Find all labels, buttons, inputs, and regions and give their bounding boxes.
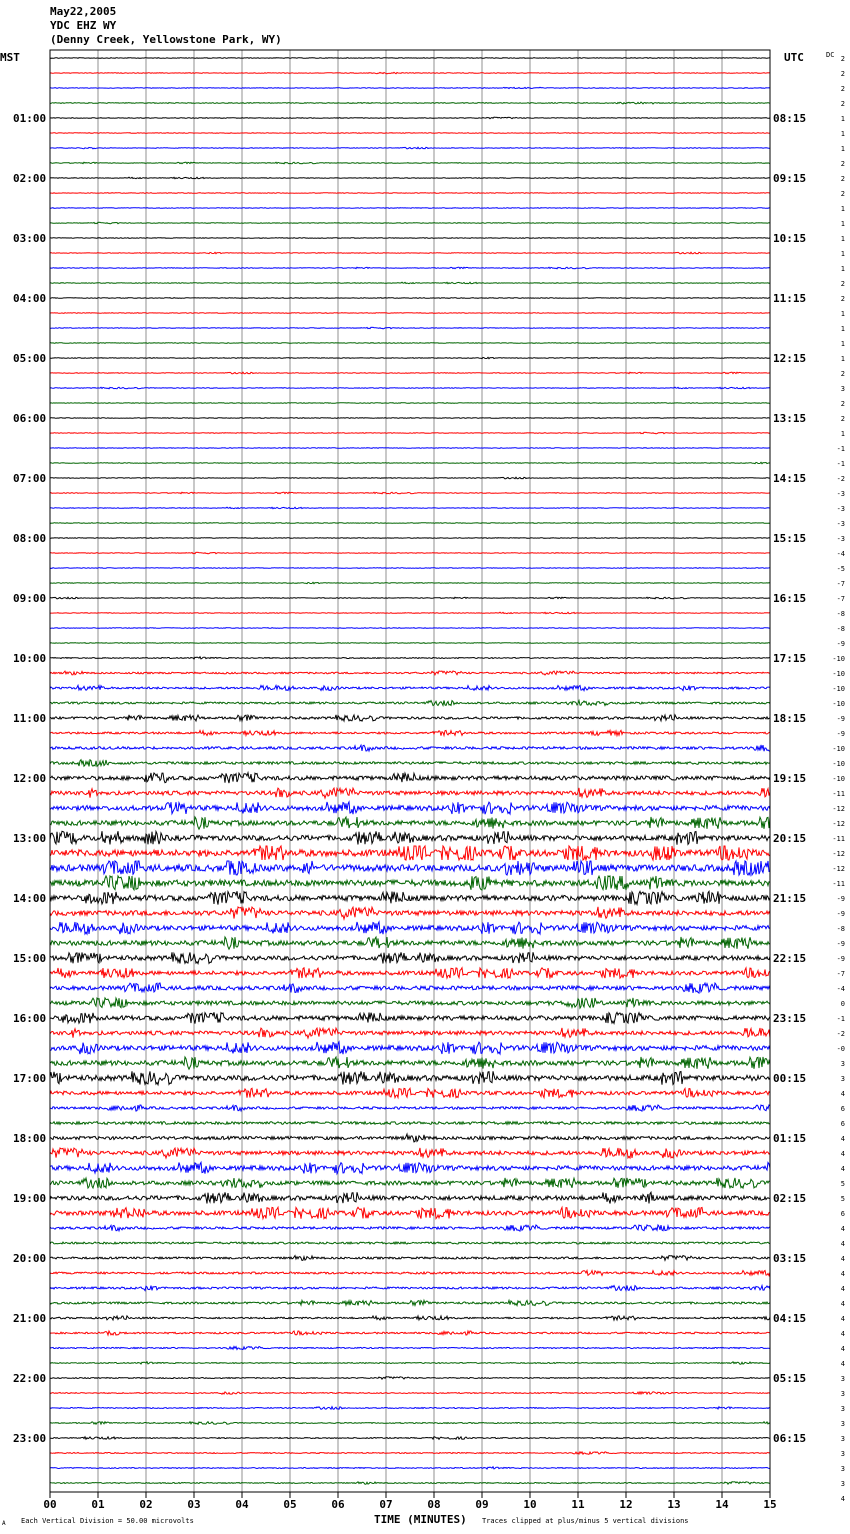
dc-offset-value: 3	[840, 1435, 845, 1443]
dc-offset-value: 4	[840, 1255, 845, 1263]
dc-offset-value: 4	[840, 1135, 845, 1143]
dc-offset-value: 3	[840, 1450, 845, 1458]
seismic-trace	[50, 1242, 770, 1244]
seismic-trace	[50, 715, 770, 721]
dc-offset-value: 1	[840, 115, 845, 123]
seismic-trace	[50, 1482, 770, 1485]
dc-offset-value: 2	[840, 160, 845, 168]
seismic-trace	[50, 1347, 770, 1350]
dc-offset-value: -1	[836, 460, 845, 468]
seismic-trace	[50, 1012, 770, 1023]
seismic-trace	[50, 87, 770, 88]
mst-hour-label: 06:00	[13, 412, 47, 425]
mst-hour-label: 21:00	[13, 1312, 47, 1325]
seismic-trace	[50, 1407, 770, 1410]
mst-hour-label: 16:00	[13, 1012, 47, 1025]
mst-hour-label: 10:00	[13, 652, 47, 665]
header-location: (Denny Creek, Yellowstone Park, WY)	[50, 33, 282, 46]
dc-offset-value: 3	[840, 1480, 845, 1488]
mst-hour-label: 03:00	[13, 232, 47, 245]
seismic-traces	[50, 58, 770, 1485]
seismic-trace	[50, 418, 770, 419]
seismic-trace	[50, 952, 770, 963]
seismic-trace	[50, 628, 770, 629]
seismic-trace	[50, 1122, 770, 1125]
dc-offset-value: -9	[836, 730, 845, 738]
dc-offset-value: 4	[840, 1330, 845, 1338]
seismic-trace	[50, 193, 770, 194]
dc-offset-value: -12	[832, 850, 845, 858]
mst-hour-label: 18:00	[13, 1132, 47, 1145]
seismic-trace	[50, 343, 770, 344]
seismic-trace	[50, 998, 770, 1008]
seismic-trace	[50, 523, 770, 524]
dc-offset-value: 1	[840, 430, 845, 438]
dc-offset-value: 1	[840, 250, 845, 258]
dc-offset-value: 2	[840, 55, 845, 63]
x-tick-label: 07	[379, 1498, 393, 1511]
seismic-trace	[50, 208, 770, 209]
x-tick-label: 14	[715, 1498, 729, 1511]
utc-axis-label: UTC	[784, 51, 804, 64]
mst-hour-label: 04:00	[13, 292, 47, 305]
dc-offset-value: -1	[836, 1015, 845, 1023]
dc-offset-value: -9	[836, 955, 845, 963]
seismic-trace	[50, 876, 770, 890]
mst-hour-label: 11:00	[13, 712, 47, 725]
seismic-trace	[50, 552, 770, 554]
seismic-trace	[50, 298, 770, 299]
dc-offset-value: -10	[832, 700, 845, 708]
seismic-trace	[50, 831, 770, 845]
utc-hour-label: 13:15	[773, 412, 807, 425]
dc-offset-value: 4	[840, 1315, 845, 1323]
dc-offset-value: 3	[840, 1405, 845, 1413]
dc-offset-value: 2	[840, 370, 845, 378]
seismic-trace	[50, 1162, 770, 1173]
dc-offset-value: -10	[832, 655, 845, 663]
footer-mark: A	[2, 1520, 6, 1527]
dc-offset-value: -9	[836, 940, 845, 948]
seismic-trace	[50, 313, 770, 314]
dc-offset-value: -10	[832, 760, 845, 768]
dc-offset-value: 4	[840, 1225, 845, 1233]
dc-offset-value: 6	[840, 1120, 845, 1128]
seismic-trace	[50, 922, 770, 934]
utc-hour-label: 01:15	[773, 1132, 807, 1145]
utc-hour-label: 14:15	[773, 472, 807, 485]
seismic-trace	[50, 788, 770, 798]
dc-offset-value: -5	[836, 565, 845, 573]
dc-offset-value: 2	[840, 415, 845, 423]
seismic-trace	[50, 507, 770, 509]
seismic-trace	[50, 282, 770, 284]
mst-hour-label: 22:00	[13, 1372, 47, 1385]
seismic-trace	[50, 147, 770, 149]
seismic-trace	[50, 1105, 770, 1111]
seismic-trace	[50, 1256, 770, 1261]
dc-offset-value: -9	[836, 895, 845, 903]
seismic-trace	[50, 568, 770, 569]
mst-hour-label: 13:00	[13, 832, 47, 845]
dc-offset-value: 6	[840, 1210, 845, 1218]
dc-offset-value: -2	[836, 475, 845, 483]
mst-hour-label: 09:00	[13, 592, 47, 605]
dc-offset-value: 1	[840, 130, 845, 138]
dc-offset-value: -9	[836, 640, 845, 648]
seismic-trace	[50, 1192, 770, 1203]
x-tick-label: 10	[523, 1498, 537, 1511]
dc-offset-value: 4	[840, 1495, 845, 1503]
seismic-trace	[50, 1331, 770, 1335]
dc-offset-value: 3	[840, 1390, 845, 1398]
seismic-trace	[50, 671, 770, 675]
seismic-trace	[50, 701, 770, 706]
utc-hour-label: 06:15	[773, 1432, 807, 1445]
seismic-trace	[50, 907, 770, 919]
seismic-trace	[50, 1392, 770, 1395]
mst-hour-label: 07:00	[13, 472, 47, 485]
seismic-trace	[50, 861, 770, 875]
utc-hour-label: 15:15	[773, 532, 807, 545]
dc-offset-value: 5	[840, 1195, 845, 1203]
dc-offset-value: -9	[836, 910, 845, 918]
dc-offset-value: 4	[840, 1270, 845, 1278]
x-tick-label: 15	[763, 1498, 777, 1511]
seismic-trace	[50, 1071, 770, 1084]
seismic-trace	[50, 760, 770, 767]
header-date: May22,2005	[50, 5, 117, 18]
x-tick-label: 01	[91, 1498, 105, 1511]
seismic-trace	[50, 597, 770, 599]
x-tick-label: 03	[187, 1498, 201, 1511]
seismic-trace	[50, 403, 770, 404]
dc-offset-value: 2	[840, 295, 845, 303]
mst-hour-label: 23:00	[13, 1432, 47, 1445]
seismic-trace	[50, 1088, 770, 1097]
seismic-trace	[50, 1042, 770, 1054]
mst-hour-label: 01:00	[13, 112, 47, 125]
seismic-trace	[50, 102, 770, 104]
dc-offset-value: 2	[840, 175, 845, 183]
utc-hour-label: 20:15	[773, 832, 807, 845]
dc-offset-value: 6	[840, 1105, 845, 1113]
utc-hour-labels	[773, 112, 806, 1445]
seismic-trace	[50, 745, 770, 751]
x-tick-label: 08	[427, 1498, 441, 1511]
mst-hour-label: 05:00	[13, 352, 47, 365]
seismic-trace	[50, 1207, 770, 1218]
x-tick-label: 02	[139, 1498, 153, 1511]
seismic-trace	[50, 983, 770, 993]
utc-hour-label: 09:15	[773, 172, 807, 185]
mst-hour-labels	[13, 112, 46, 1445]
mst-hour-label: 20:00	[13, 1252, 47, 1265]
dc-offset-value: -2	[836, 1030, 845, 1038]
utc-hour-label: 00:15	[773, 1072, 807, 1085]
dc-offset-value: 4	[840, 1345, 845, 1353]
dc-offset-value: -8	[836, 610, 845, 618]
seismic-trace	[50, 238, 770, 239]
dc-offset-value: -11	[832, 880, 845, 888]
dc-offset-value: -4	[836, 985, 845, 993]
x-tick-label: 11	[571, 1498, 585, 1511]
dc-offset-value: 3	[840, 1075, 845, 1083]
seismic-trace	[50, 72, 770, 74]
dc-offset-labels	[832, 55, 845, 1503]
utc-hour-label: 08:15	[773, 112, 807, 125]
mst-hour-label: 12:00	[13, 772, 47, 785]
dc-offset-value: 3	[840, 1375, 845, 1383]
seismic-trace	[50, 1271, 770, 1276]
seismic-trace	[50, 1225, 770, 1231]
dc-offset-value: 0	[840, 1000, 845, 1008]
dc-offset-value: 2	[840, 85, 845, 93]
utc-hour-label: 18:15	[773, 712, 807, 725]
dc-offset-value: -9	[836, 715, 845, 723]
utc-hour-label: 22:15	[773, 952, 807, 965]
mst-hour-label: 17:00	[13, 1072, 47, 1085]
seismic-trace	[50, 1028, 770, 1038]
utc-hour-label: 19:15	[773, 772, 807, 785]
footer-scale-note: Each Vertical Division = 50.00 microvolts	[21, 1517, 194, 1525]
dc-offset-value: -11	[832, 790, 845, 798]
seismic-trace	[50, 773, 770, 783]
dc-offset-value: 1	[840, 205, 845, 213]
seismic-trace	[50, 492, 770, 494]
vertical-gridlines	[98, 50, 722, 1492]
dc-offset-value: -1	[836, 445, 845, 453]
mst-hour-label: 08:00	[13, 532, 47, 545]
x-tick-label: 06	[331, 1498, 345, 1511]
seismic-trace	[50, 937, 770, 949]
dc-offset-value: -12	[832, 805, 845, 813]
dc-offset-value: 1	[840, 340, 845, 348]
seismic-trace	[50, 1452, 770, 1455]
mst-hour-label: 15:00	[13, 952, 47, 965]
seismic-trace	[50, 1300, 770, 1305]
dc-offset-value: -10	[832, 745, 845, 753]
dc-offset-value: 4	[840, 1300, 845, 1308]
seismic-trace	[50, 1286, 770, 1291]
utc-hour-label: 11:15	[773, 292, 807, 305]
seismic-trace	[50, 968, 770, 978]
seismic-trace	[50, 891, 770, 904]
dc-offset-value: -7	[836, 970, 845, 978]
seismic-trace	[50, 802, 770, 814]
seismic-trace	[50, 643, 770, 644]
seismic-trace	[50, 1362, 770, 1365]
seismic-trace	[50, 357, 770, 358]
seismic-trace	[50, 1316, 770, 1320]
seismic-trace	[50, 432, 770, 434]
seismic-trace	[50, 387, 770, 389]
seismic-trace	[50, 730, 770, 735]
seismic-trace	[50, 1057, 770, 1069]
x-tick-label: 00	[43, 1498, 57, 1511]
mst-hour-label: 02:00	[13, 172, 47, 185]
seismic-trace	[50, 1377, 770, 1379]
seismic-trace	[50, 1148, 770, 1158]
dc-offset-value: 2	[840, 100, 845, 108]
dc-offset-value: 1	[840, 220, 845, 228]
dc-offset-value: -3	[836, 505, 845, 513]
seismic-trace	[50, 462, 770, 463]
seismic-trace	[50, 477, 770, 479]
mst-axis-label: MST	[0, 51, 20, 64]
seismic-trace	[50, 612, 770, 614]
seismic-trace	[50, 448, 770, 449]
dc-offset-value: -11	[832, 835, 845, 843]
dc-offset-value: 3	[840, 1465, 845, 1473]
dc-offset-value: -7	[836, 595, 845, 603]
seismic-trace	[50, 1422, 770, 1425]
dc-offset-value: 1	[840, 145, 845, 153]
header-station: YDC EHZ WY	[50, 19, 117, 32]
seismic-trace	[50, 117, 770, 119]
utc-hour-label: 03:15	[773, 1252, 807, 1265]
dc-offset-value: 4	[840, 1240, 845, 1248]
dc-offset-value: -10	[832, 775, 845, 783]
dc-offset-value: -10	[832, 685, 845, 693]
dc-offset-value: 2	[840, 280, 845, 288]
dc-offset-value: 4	[840, 1360, 845, 1368]
dc-offset-value: 1	[840, 310, 845, 318]
seismic-trace	[50, 177, 770, 179]
dc-offset-value: -10	[832, 670, 845, 678]
dc-offset-value: 4	[840, 1165, 845, 1173]
dc-offset-value: 1	[840, 355, 845, 363]
utc-hour-label: 10:15	[773, 232, 807, 245]
dc-offset-value: 4	[840, 1150, 845, 1158]
x-tick-label: 04	[235, 1498, 249, 1511]
dc-offset-value: 4	[840, 1285, 845, 1293]
plot-frame	[50, 50, 770, 1492]
seismic-trace	[50, 582, 770, 583]
seismic-trace	[50, 162, 770, 164]
utc-hour-label: 21:15	[773, 892, 807, 905]
seismic-trace	[50, 538, 770, 539]
utc-hour-label: 05:15	[773, 1372, 807, 1385]
utc-hour-label: 23:15	[773, 1012, 807, 1025]
seismic-trace	[50, 58, 770, 59]
utc-hour-label: 12:15	[773, 352, 807, 365]
dc-offset-value: 3	[840, 1060, 845, 1068]
utc-hour-label: 16:15	[773, 592, 807, 605]
dc-offset-value: -12	[832, 865, 845, 873]
time-axis	[43, 1492, 776, 1511]
seismic-trace	[50, 1437, 770, 1440]
dc-offset-value: 2	[840, 70, 845, 78]
seismic-trace	[50, 1467, 770, 1469]
footer-clip-note: Traces clipped at plus/minus 5 vertical divisions	[482, 1517, 689, 1525]
dc-offset-value: -3	[836, 490, 845, 498]
x-tick-label: 09	[475, 1498, 489, 1511]
mst-hour-label: 14:00	[13, 892, 47, 905]
dc-offset-value: -12	[832, 820, 845, 828]
seismic-trace	[50, 327, 770, 329]
seismic-trace	[50, 267, 770, 269]
dc-offset-value: 2	[840, 400, 845, 408]
x-tick-label: 13	[667, 1498, 681, 1511]
x-axis-title: TIME (MINUTES)	[374, 1513, 467, 1526]
dc-offset-value: -4	[836, 550, 845, 558]
utc-hour-label: 02:15	[773, 1192, 807, 1205]
seismic-trace	[50, 657, 770, 659]
dc-offset-value: -8	[836, 925, 845, 933]
dc-offset-value: -3	[836, 520, 845, 528]
seismic-trace	[50, 133, 770, 134]
dc-offset-value: 3	[840, 385, 845, 393]
utc-hour-label: 17:15	[773, 652, 807, 665]
dc-offset-value: 3	[840, 1420, 845, 1428]
seismic-trace	[50, 1134, 770, 1142]
dc-offset-value: -7	[836, 580, 845, 588]
dc-offset-value: -0	[836, 1045, 845, 1053]
seismic-trace	[50, 817, 770, 829]
dc-offset-value: 2	[840, 190, 845, 198]
dc-offset-value: -3	[836, 535, 845, 543]
seismic-trace	[50, 222, 770, 224]
seismic-trace	[50, 1178, 770, 1188]
mst-hour-label: 19:00	[13, 1192, 47, 1205]
dc-offset-value: 5	[840, 1180, 845, 1188]
seismic-trace	[50, 372, 770, 374]
utc-hour-label: 04:15	[773, 1312, 807, 1325]
x-tick-label: 05	[283, 1498, 297, 1511]
dc-label: DC	[826, 51, 835, 59]
dc-offset-value: 1	[840, 325, 845, 333]
dc-offset-value: -8	[836, 625, 845, 633]
dc-offset-value: 1	[840, 265, 845, 273]
dc-offset-value: 4	[840, 1090, 845, 1098]
dc-offset-value: 1	[840, 235, 845, 243]
x-tick-label: 12	[619, 1498, 633, 1511]
seismic-trace	[50, 685, 770, 690]
seismic-trace	[50, 846, 770, 860]
seismic-trace	[50, 252, 770, 254]
